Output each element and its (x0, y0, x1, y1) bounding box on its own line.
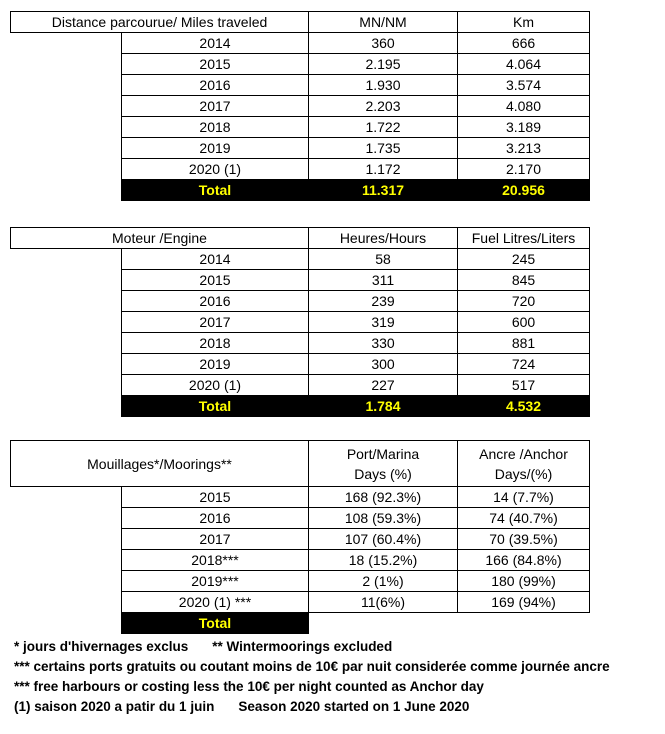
year-cell: 2016 (122, 75, 309, 96)
distance-header-row (11, 12, 590, 33)
anchor-cell: 166 (84.8%) (458, 550, 590, 571)
nm-cell: 1.930 (309, 75, 458, 96)
year-cell: 2019*** (122, 571, 309, 592)
engine-header-hours: Heures/Hours (309, 228, 458, 249)
anchor-cell: 180 (99%) (458, 571, 590, 592)
nm-cell: 1.172 (309, 159, 458, 180)
engine-table (10, 227, 590, 417)
distance-table (10, 11, 590, 201)
total-liters: 4.532 (458, 396, 590, 417)
table-row (11, 571, 590, 592)
nm-cell: 2.195 (309, 54, 458, 75)
table-row (11, 117, 590, 138)
year-cell: 2019 (122, 138, 309, 159)
km-cell: 4.080 (458, 96, 590, 117)
total-label: Total (122, 180, 309, 201)
km-cell: 3.574 (458, 75, 590, 96)
total-row (11, 180, 590, 201)
year-cell: 2020 (1) (122, 159, 309, 180)
anchor-cell: 70 (39.5%) (458, 529, 590, 550)
footnotes (14, 637, 610, 717)
moorings-table (10, 440, 590, 634)
year-cell: 2018*** (122, 550, 309, 571)
port-cell: 18 (15.2%) (309, 550, 458, 571)
table-row (11, 375, 590, 396)
km-cell: 3.189 (458, 117, 590, 138)
km-cell: 666 (458, 33, 590, 54)
footnote-free-ports-fr: *** certains ports gratuits ou coutant moins de 10€ par nuit considerée comme journée ancre (14, 659, 610, 674)
liters-cell: 517 (458, 375, 590, 396)
footnote-wintering-fr: * jours d'hivernages exclus (14, 639, 189, 654)
table-row (11, 333, 590, 354)
footnote-season-en: Season 2020 started on 1 June 2020 (238, 699, 470, 714)
total-row (11, 396, 590, 417)
moorings-header-row (11, 441, 590, 487)
hours-cell: 330 (309, 333, 458, 354)
table-row (11, 354, 590, 375)
table-row (11, 291, 590, 312)
year-cell: 2017 (122, 312, 309, 333)
km-cell: 3.213 (458, 138, 590, 159)
hours-cell: 311 (309, 270, 458, 291)
hours-cell: 300 (309, 354, 458, 375)
year-cell: 2019 (122, 354, 309, 375)
total-label: Total (122, 396, 309, 417)
year-cell: 2018 (122, 333, 309, 354)
anchor-cell: 169 (94%) (458, 592, 590, 613)
port-cell: 108 (59.3%) (309, 508, 458, 529)
total-km: 20.956 (458, 180, 590, 201)
liters-cell: 845 (458, 270, 590, 291)
port-cell: 168 (92.3%) (309, 487, 458, 508)
footnote-season-fr: (1) saison 2020 a patir du 1 juin (14, 699, 215, 714)
port-header-line1: Port/Marina (346, 445, 420, 462)
footnote-season (14, 697, 610, 717)
port-cell: 2 (1%) (309, 571, 458, 592)
total-row (11, 613, 590, 634)
table-row (11, 592, 590, 613)
year-cell: 2014 (122, 249, 309, 270)
year-cell: 2018 (122, 117, 309, 138)
table-row (11, 138, 590, 159)
total-label: Total (122, 613, 309, 634)
table-row (11, 529, 590, 550)
liters-cell: 720 (458, 291, 590, 312)
table-row (11, 270, 590, 291)
liters-cell: 724 (458, 354, 590, 375)
table-row (11, 487, 590, 508)
year-cell: 2016 (122, 291, 309, 312)
nm-cell: 360 (309, 33, 458, 54)
year-cell: 2017 (122, 529, 309, 550)
port-cell: 11(6%) (309, 592, 458, 613)
nm-cell: 1.735 (309, 138, 458, 159)
footnote-wintering-en: ** Wintermoorings excluded (212, 639, 393, 654)
engine-header-label: Moteur /Engine (11, 228, 309, 249)
year-cell: 2016 (122, 508, 309, 529)
liters-cell: 245 (458, 249, 590, 270)
distance-header-nm: MN/NM (309, 12, 458, 33)
km-cell: 4.064 (458, 54, 590, 75)
total-nm: 11.317 (309, 180, 458, 201)
anchor-header-line2: Days/(%) (494, 465, 553, 482)
year-cell: 2017 (122, 96, 309, 117)
table-row (11, 159, 590, 180)
anchor-cell: 14 (7.7%) (458, 487, 590, 508)
engine-header-row (11, 228, 590, 249)
year-cell: 2015 (122, 270, 309, 291)
total-hours: 1.784 (309, 396, 458, 417)
anchor-header-line1: Ancre /Anchor (479, 445, 568, 462)
table-row (11, 96, 590, 117)
distance-header-km: Km (458, 12, 590, 33)
year-cell: 2015 (122, 487, 309, 508)
liters-cell: 881 (458, 333, 590, 354)
table-row (11, 249, 590, 270)
port-header-line2: Days (%) (354, 465, 412, 482)
year-cell: 2014 (122, 33, 309, 54)
table-row (11, 54, 590, 75)
engine-header-liters: Fuel Litres/Liters (458, 228, 590, 249)
table-row (11, 75, 590, 96)
km-cell: 2.170 (458, 159, 590, 180)
hours-cell: 319 (309, 312, 458, 333)
nm-cell: 1.722 (309, 117, 458, 138)
year-cell: 2020 (1) (122, 375, 309, 396)
moorings-header-label: Mouillages*/Moorings** (11, 441, 309, 487)
port-cell: 107 (60.4%) (309, 529, 458, 550)
table-row (11, 33, 590, 54)
port-header (309, 441, 458, 487)
table-row (11, 550, 590, 571)
year-cell: 2020 (1) *** (122, 592, 309, 613)
anchor-header (458, 441, 590, 487)
footnote-wintering (14, 637, 610, 657)
table-row (11, 508, 590, 529)
liters-cell: 600 (458, 312, 590, 333)
hours-cell: 58 (309, 249, 458, 270)
year-cell: 2015 (122, 54, 309, 75)
anchor-cell: 74 (40.7%) (458, 508, 590, 529)
hours-cell: 227 (309, 375, 458, 396)
footnote-free-ports-en: *** free harbours or costing less the 10€ per night counted as Anchor day (14, 679, 484, 694)
hours-cell: 239 (309, 291, 458, 312)
nm-cell: 2.203 (309, 96, 458, 117)
table-row (11, 312, 590, 333)
distance-header-label: Distance parcourue/ Miles traveled (11, 12, 309, 33)
